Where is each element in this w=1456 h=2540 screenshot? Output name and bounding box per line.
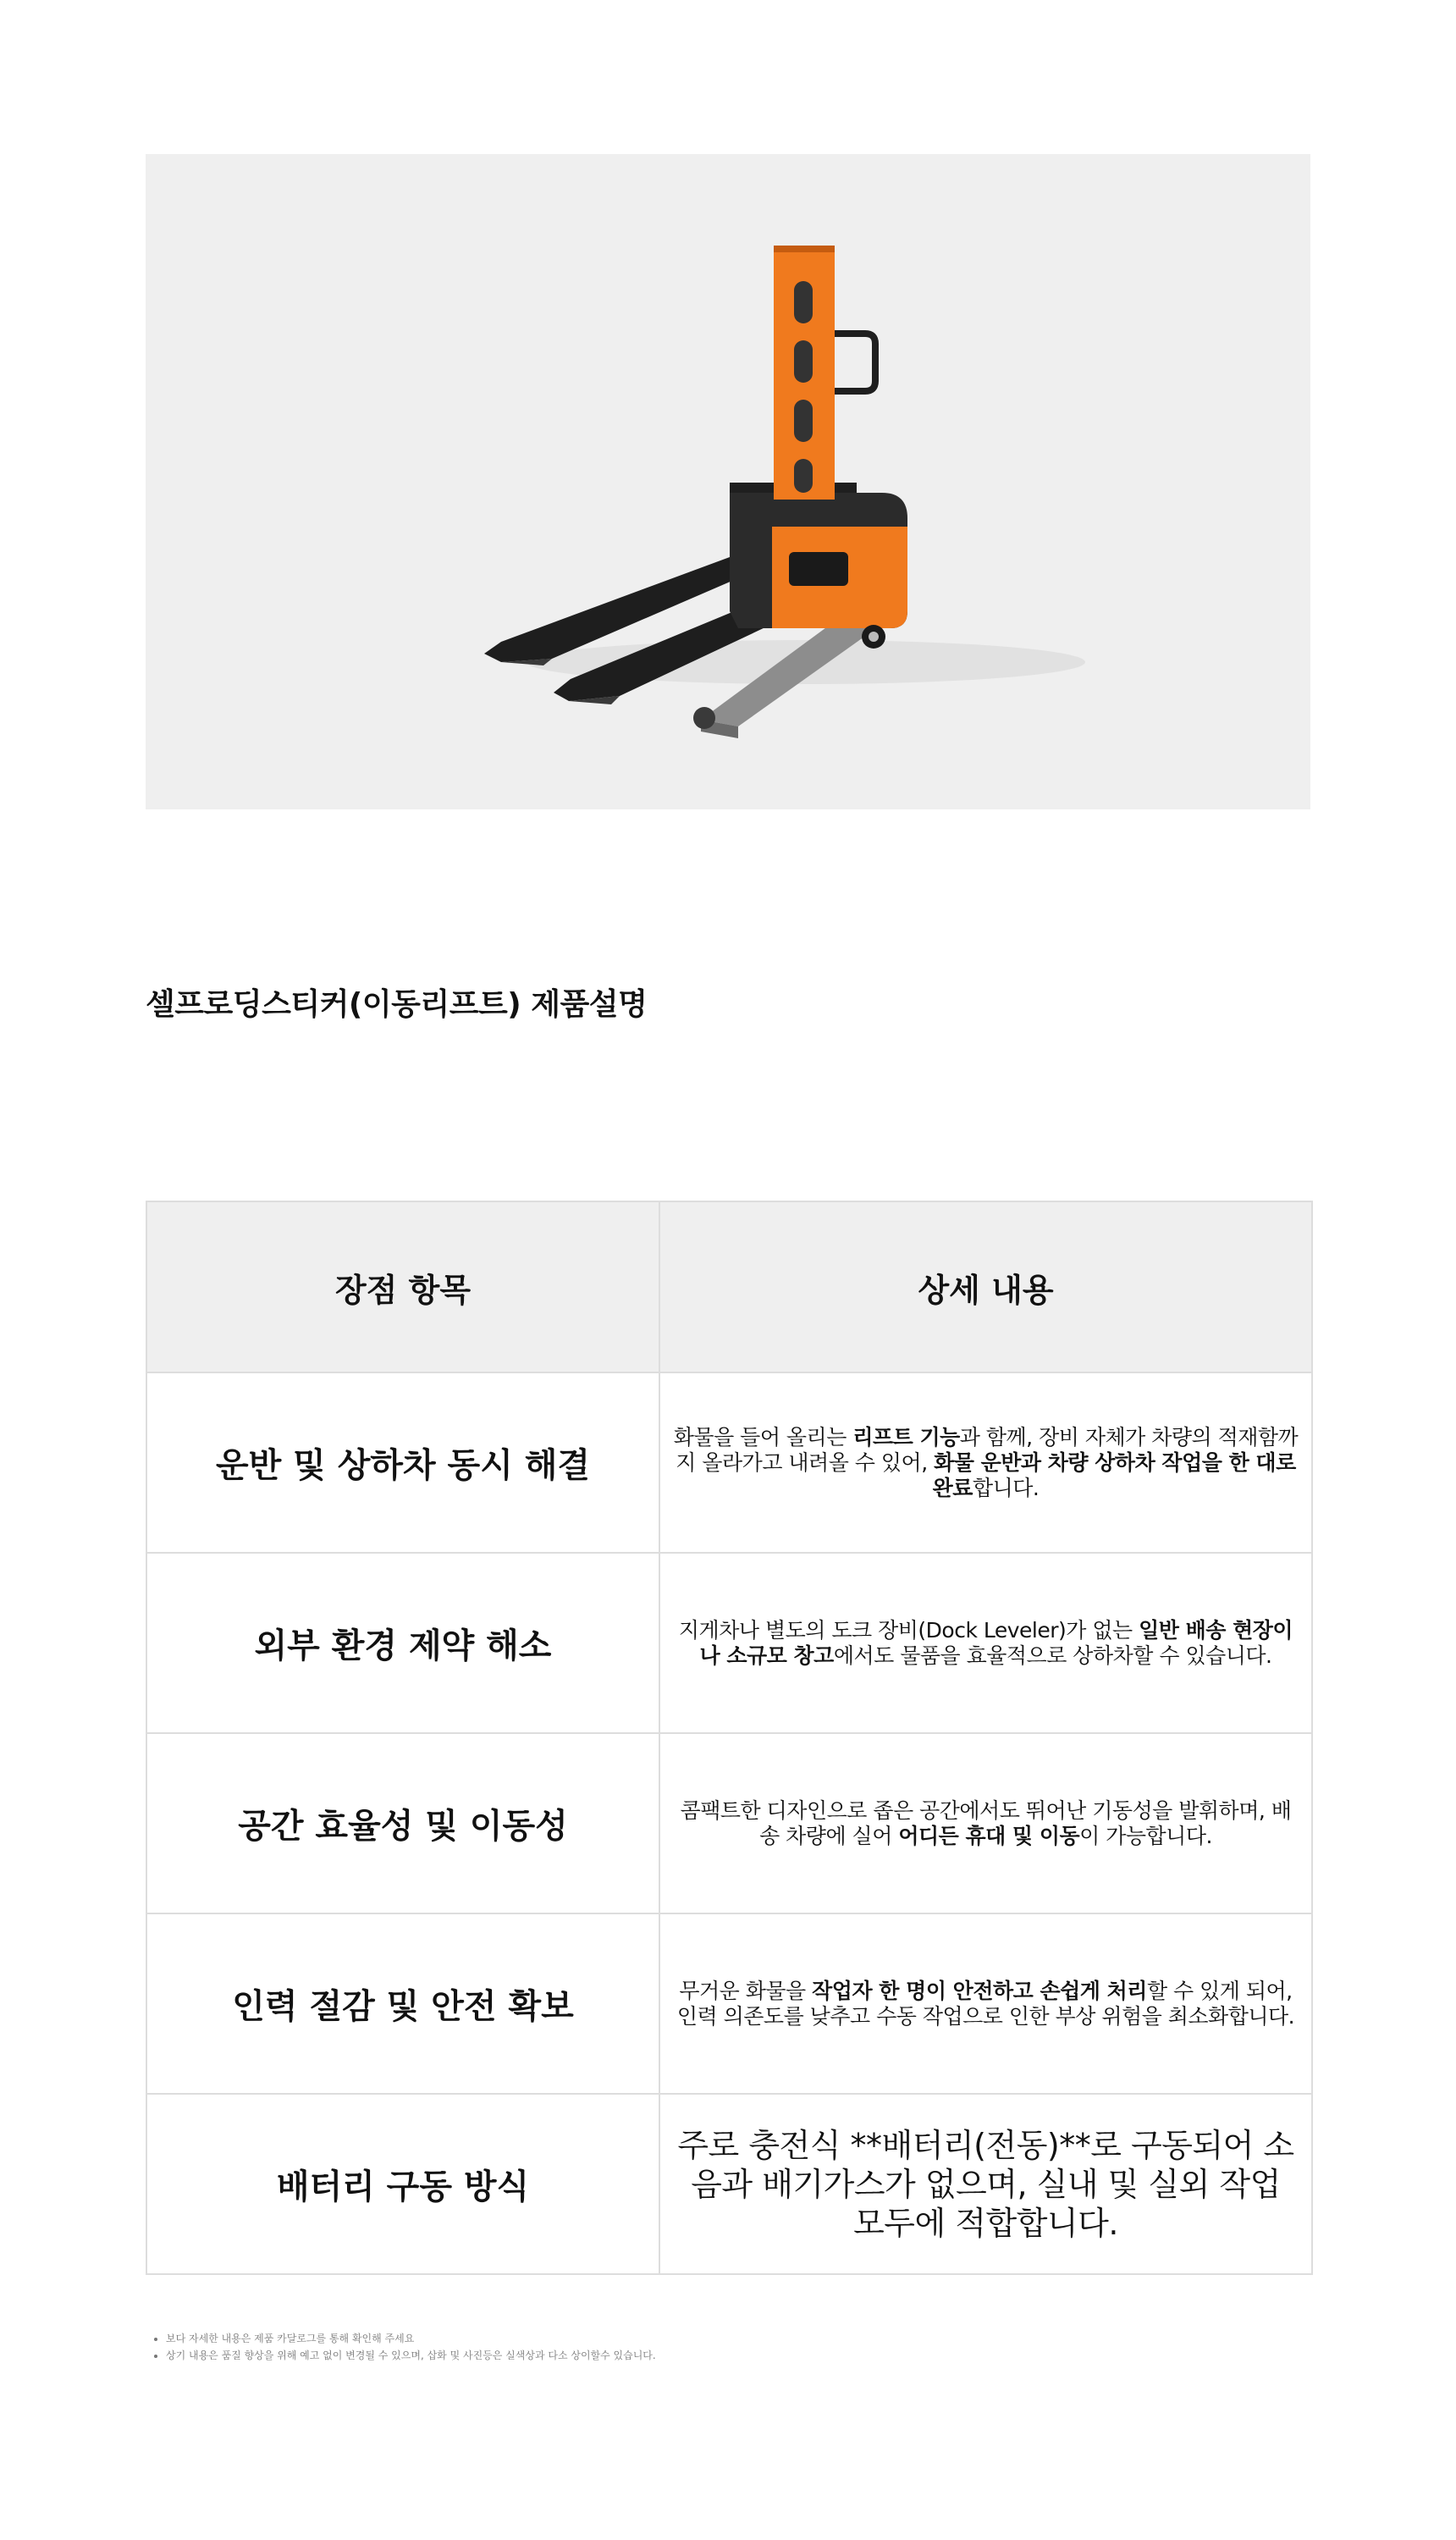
footnotes: [166, 2330, 656, 2364]
detail-text: 과 함께, 장비 자체가 차량의 적재함까지 올라가고 내려올 수 있어,: [676, 1424, 1299, 1475]
table-header-row: [146, 1201, 1312, 1372]
detail-text: 합니다.: [972, 1475, 1040, 1500]
detail-text: 무거운 화물을: [679, 1978, 813, 2003]
detail-highlight: 어디든 휴대 및 이동: [898, 1823, 1080, 1848]
detail-text: 주로 충전식 **배터리(전동)**로 구동되어 소음과 배기가스가 없으며, 실내 및 실외 작업 모두에 적합합니다.: [677, 2126, 1294, 2242]
header-detail: 상세 내용: [659, 1201, 1312, 1372]
footnote-item: • 보다 자세한 내용은 제품 카달로그를 통해 확인해 주세요: [166, 2330, 656, 2347]
detail-highlight: 리프트 기능: [852, 1424, 960, 1449]
advantage-label: 운반 및 상하차 동시 해결: [146, 1372, 659, 1553]
detail-highlight: 작업자 한 명이 안전하고 손쉽게 처리: [812, 1978, 1147, 2003]
table-row: [146, 1372, 1312, 1553]
product-image: [146, 154, 1310, 809]
lift-illustration: [146, 154, 1310, 809]
advantage-detail: [659, 1372, 1312, 1553]
footnote-item: • 상기 내용은 품질 향상을 위해 예고 없이 변경될 수 있으며, 삽화 및 사진등은 실색상과 다소 상이할수 있습니다.: [166, 2347, 656, 2364]
table-row: [146, 1913, 1312, 2094]
section-title: 셀프로딩스티커(이동리프트) 제품설명: [146, 987, 648, 1022]
advantage-detail: [659, 1553, 1312, 1733]
advantage-detail: [659, 2094, 1312, 2274]
table-row: [146, 2094, 1312, 2274]
table-row: [146, 1733, 1312, 1913]
header-advantage: 장점 항목: [146, 1201, 659, 1372]
table-row: [146, 1553, 1312, 1733]
detail-text: 할 수 있게 되어, 인력 의존도를 낮추고 수동 작업으로 인한 부상 위험을 최소화합니다.: [676, 1978, 1295, 2029]
detail-text: 화물을 들어 올리는: [673, 1424, 853, 1449]
advantage-label: 공간 효율성 및 이동성: [146, 1733, 659, 1913]
advantage-detail: [659, 1733, 1312, 1913]
detail-text: 지게차나 별도의 도크 장비(Dock Leveler)가 없는: [678, 1617, 1139, 1643]
detail-text: 이 가능합니다.: [1079, 1823, 1212, 1848]
advantage-label: 인력 절감 및 안전 확보: [146, 1913, 659, 2094]
detail-text: 콤팩트한 디자인으로 좁은 공간에서도 뛰어난 기동성을 발휘하며, 배송 차량에 실어: [680, 1797, 1292, 1848]
advantage-label: 외부 환경 제약 해소: [146, 1553, 659, 1733]
detail-highlight: 화물 운반과 차량 상하차 작업을 한 대로 완료: [932, 1449, 1296, 1500]
advantage-detail: [659, 1913, 1312, 2094]
advantages-table: [146, 1201, 1311, 2275]
detail-highlight: 일반 배송 현장이나 소규모 창고: [699, 1617, 1293, 1668]
advantage-label: 배터리 구동 방식: [146, 2094, 659, 2274]
detail-text: 에서도 물품을 효율적으로 상하차할 수 있습니다.: [833, 1643, 1272, 1668]
